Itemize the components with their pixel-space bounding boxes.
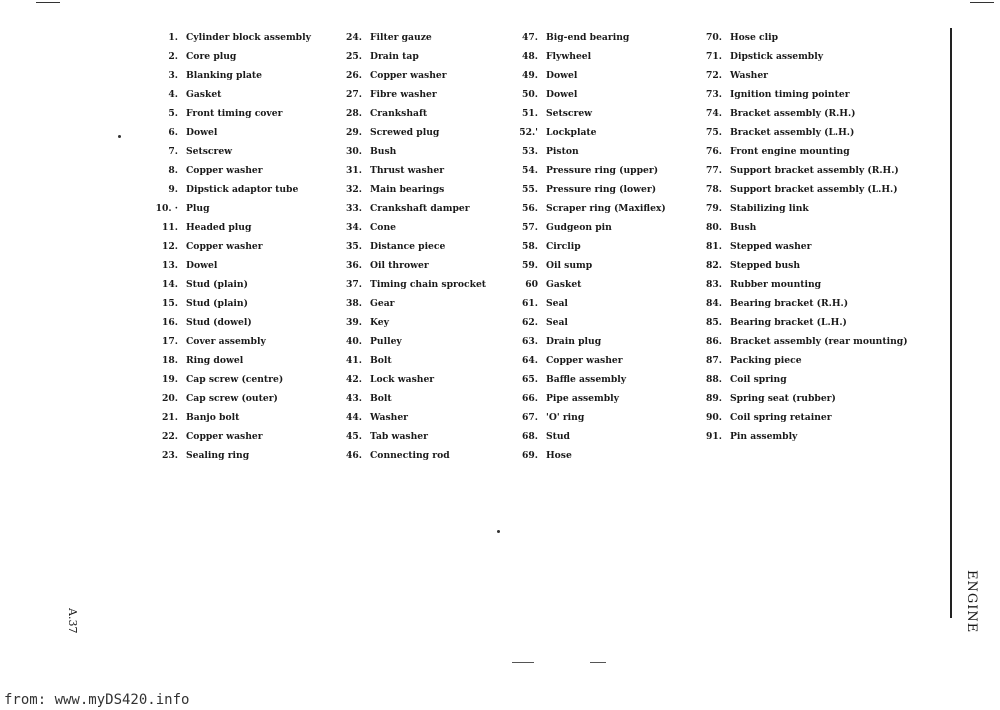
part-entry — [500, 332, 666, 351]
part-entry — [500, 408, 666, 427]
part-number: 35. — [346, 241, 362, 252]
part-number: 73. — [706, 89, 722, 100]
part-number: 29. — [346, 127, 362, 138]
part-number: 3. — [168, 70, 178, 81]
part-number: 51. — [522, 108, 538, 119]
part-entry — [500, 28, 666, 47]
part-entry — [320, 256, 486, 275]
part-name: Copper washer — [370, 70, 447, 81]
part-name: Front timing cover — [186, 108, 283, 119]
part-number: 43. — [346, 393, 362, 404]
part-number: 91. — [706, 431, 722, 442]
source-url: from: www.myDS420.info — [4, 692, 190, 708]
part-number: 49. — [522, 70, 538, 81]
part-name: Piston — [546, 146, 579, 157]
part-name: Stepped bush — [730, 260, 800, 271]
part-name: Coil spring retainer — [730, 412, 832, 423]
part-entry — [680, 237, 908, 256]
part-number: 22. — [162, 431, 178, 442]
part-entry — [680, 199, 908, 218]
part-number: 65. — [522, 374, 538, 385]
part-entry — [320, 408, 486, 427]
part-name: Cylinder block assembly — [186, 32, 311, 43]
part-name: Pin assembly — [730, 431, 798, 442]
page-number: A.37 — [66, 608, 79, 634]
part-entry — [500, 161, 666, 180]
part-name: Lockplate — [546, 127, 597, 138]
part-number: 60 — [525, 279, 538, 290]
part-name: Copper washer — [186, 431, 263, 442]
part-entry — [130, 256, 311, 275]
part-number: 20. — [162, 393, 178, 404]
part-name: Stud — [546, 431, 570, 442]
part-entry — [500, 389, 666, 408]
part-entry — [320, 161, 486, 180]
part-number: 57. — [522, 222, 538, 233]
part-name: Stud (plain) — [186, 279, 248, 290]
part-name: Dipstick assembly — [730, 51, 824, 62]
part-entry — [680, 180, 908, 199]
part-number: 45. — [346, 431, 362, 442]
part-number: 82. — [706, 260, 722, 271]
part-entry — [500, 256, 666, 275]
part-entry — [500, 218, 666, 237]
part-name: Stabilizing link — [730, 203, 809, 214]
part-name: Dipstick adaptor tube — [186, 184, 299, 195]
part-number: 40. — [346, 336, 362, 347]
part-number: 30. — [346, 146, 362, 157]
part-number: 86. — [706, 336, 722, 347]
part-number: 58. — [522, 241, 538, 252]
part-name: Copper washer — [546, 355, 623, 366]
part-name: Support bracket assembly (R.H.) — [730, 165, 899, 176]
part-name: Drain plug — [546, 336, 602, 347]
part-number: 2. — [168, 51, 178, 62]
part-entry — [680, 294, 908, 313]
part-number: 13. — [162, 260, 178, 271]
part-entry — [680, 408, 908, 427]
part-number: 25. — [346, 51, 362, 62]
part-entry — [130, 104, 311, 123]
part-number: 84. — [706, 298, 722, 309]
part-name: Crankshaft — [370, 108, 428, 119]
part-entry — [500, 85, 666, 104]
part-entry — [680, 351, 908, 370]
part-name: Ignition timing pointer — [730, 89, 850, 100]
part-name: Pressure ring (lower) — [546, 184, 657, 195]
parts-column-3 — [500, 28, 666, 465]
part-entry — [130, 142, 311, 161]
part-number: 61. — [522, 298, 538, 309]
part-name: Stud (dowel) — [186, 317, 252, 328]
part-number: 59. — [522, 260, 538, 271]
part-number: 26. — [346, 70, 362, 81]
part-name: Bearing bracket (L.H.) — [730, 317, 847, 328]
part-name: Timing chain sprocket — [370, 279, 487, 290]
part-number: 88. — [706, 374, 722, 385]
part-entry — [500, 47, 666, 66]
part-entry — [680, 389, 908, 408]
part-name: Circlip — [546, 241, 581, 252]
part-number: 74. — [706, 108, 722, 119]
part-number: 80. — [706, 222, 722, 233]
part-name: Coil spring — [730, 374, 787, 385]
parts-column-2 — [320, 28, 486, 465]
part-number: 54. — [522, 165, 538, 176]
part-entry — [130, 408, 311, 427]
part-number: 44. — [346, 412, 362, 423]
part-entry — [320, 427, 486, 446]
part-entry — [680, 104, 908, 123]
part-entry — [680, 427, 908, 446]
part-number: 81. — [706, 241, 722, 252]
part-number: 32. — [346, 184, 362, 195]
part-entry — [680, 85, 908, 104]
scan-speck — [497, 530, 500, 533]
part-number: 79. — [706, 203, 722, 214]
part-number: 53. — [522, 146, 538, 157]
part-name: Gudgeon pin — [546, 222, 612, 233]
part-name: 'O' ring — [546, 412, 585, 423]
part-name: Seal — [546, 317, 568, 328]
part-number: 50. — [522, 89, 538, 100]
part-number: 68. — [522, 431, 538, 442]
part-name: Bracket assembly (L.H.) — [730, 127, 855, 138]
part-number: 16. — [162, 317, 178, 328]
part-name: Oil thrower — [370, 260, 429, 271]
part-name: Banjo bolt — [186, 412, 240, 423]
part-number: 89. — [706, 393, 722, 404]
part-name: Headed plug — [186, 222, 252, 233]
part-name: Bolt — [370, 393, 392, 404]
part-name: Key — [370, 317, 389, 328]
part-number: 67. — [522, 412, 538, 423]
part-name: Seal — [546, 298, 568, 309]
part-entry — [320, 180, 486, 199]
part-number: 52.' — [519, 127, 538, 138]
part-name: Bolt — [370, 355, 392, 366]
part-name: Gasket — [546, 279, 582, 290]
part-number: 36. — [346, 260, 362, 271]
part-entry — [130, 199, 311, 218]
part-entry — [320, 370, 486, 389]
part-entry — [500, 180, 666, 199]
part-number: 38. — [346, 298, 362, 309]
part-entry — [320, 28, 486, 47]
part-entry — [320, 199, 486, 218]
part-entry — [680, 161, 908, 180]
part-name: Setscrew — [186, 146, 233, 157]
part-name: Washer — [730, 70, 769, 81]
part-number: 27. — [346, 89, 362, 100]
part-name: Copper washer — [186, 165, 263, 176]
part-number: 18. — [162, 355, 178, 366]
part-name: Setscrew — [546, 108, 593, 119]
part-name: Crankshaft damper — [370, 203, 470, 214]
part-number: 33. — [346, 203, 362, 214]
scan-mark — [36, 2, 60, 3]
part-entry — [130, 47, 311, 66]
part-entry — [680, 313, 908, 332]
part-name: Filter gauze — [370, 32, 432, 43]
part-name: Ring dowel — [186, 355, 244, 366]
part-entry — [680, 123, 908, 142]
part-entry — [130, 294, 311, 313]
part-number: 23. — [162, 450, 178, 461]
part-name: Core plug — [186, 51, 237, 62]
part-number: 37. — [346, 279, 362, 290]
part-name: Screwed plug — [370, 127, 440, 138]
part-name: Connecting rod — [370, 450, 450, 461]
part-name: Dowel — [546, 89, 578, 100]
part-number: 76. — [706, 146, 722, 157]
part-entry — [130, 332, 311, 351]
part-entry — [320, 332, 486, 351]
part-number: 77. — [706, 165, 722, 176]
part-entry — [500, 199, 666, 218]
part-name: Stepped washer — [730, 241, 812, 252]
part-name: Cover assembly — [186, 336, 266, 347]
part-name: Bush — [370, 146, 397, 157]
part-entry — [680, 256, 908, 275]
part-name: Bush — [730, 222, 757, 233]
part-number: 6. — [168, 127, 178, 138]
part-entry — [320, 47, 486, 66]
part-number: 71. — [706, 51, 722, 62]
part-number: 69. — [522, 450, 538, 461]
part-entry — [130, 237, 311, 256]
part-name: Pressure ring (upper) — [546, 165, 659, 176]
part-number: 87. — [706, 355, 722, 366]
part-name: Front engine mounting — [730, 146, 850, 157]
part-entry — [680, 370, 908, 389]
part-name: Bracket assembly (R.H.) — [730, 108, 856, 119]
parts-column-1 — [130, 28, 311, 465]
part-number: 12. — [162, 241, 178, 252]
part-name: Blanking plate — [186, 70, 263, 81]
part-number: 55. — [522, 184, 538, 195]
part-name: Cap screw (outer) — [186, 393, 278, 404]
part-number: 78. — [706, 184, 722, 195]
part-entry — [130, 389, 311, 408]
part-entry — [680, 275, 908, 294]
part-number: 48. — [522, 51, 538, 62]
part-number: 63. — [522, 336, 538, 347]
part-number: 14. — [162, 279, 178, 290]
part-number: 56. — [522, 203, 538, 214]
parts-column-4 — [680, 28, 908, 446]
part-entry — [320, 142, 486, 161]
part-number: 5. — [168, 108, 178, 119]
part-number: 83. — [706, 279, 722, 290]
part-name: Plug — [186, 203, 210, 214]
scan-mark — [970, 2, 994, 3]
part-entry — [500, 294, 666, 313]
part-entry — [500, 313, 666, 332]
part-entry — [130, 218, 311, 237]
part-name: Flywheel — [546, 51, 592, 62]
part-number: 31. — [346, 165, 362, 176]
part-entry — [130, 275, 311, 294]
scan-mark — [512, 662, 534, 663]
part-entry — [680, 142, 908, 161]
part-number: 9. — [168, 184, 178, 195]
part-entry — [320, 104, 486, 123]
part-entry — [680, 47, 908, 66]
part-entry — [500, 66, 666, 85]
margin-rule — [950, 28, 952, 618]
part-number: 70. — [706, 32, 722, 43]
part-entry — [130, 161, 311, 180]
part-entry — [320, 237, 486, 256]
part-name: Spring seat (rubber) — [730, 393, 836, 404]
part-entry — [130, 427, 311, 446]
part-entry — [320, 123, 486, 142]
part-entry — [130, 446, 311, 465]
part-name: Pulley — [370, 336, 402, 347]
part-name: Packing piece — [730, 355, 802, 366]
part-number: 24. — [346, 32, 362, 43]
part-name: Drain tap — [370, 51, 419, 62]
part-entry — [500, 446, 666, 465]
part-number: 28. — [346, 108, 362, 119]
part-number: 66. — [522, 393, 538, 404]
part-number: 4. — [168, 89, 178, 100]
part-name: Big-end bearing — [546, 32, 630, 43]
part-entry — [320, 351, 486, 370]
part-entry — [130, 28, 311, 47]
part-entry — [500, 142, 666, 161]
part-name: Bracket assembly (rear mounting) — [730, 336, 908, 347]
part-entry — [680, 332, 908, 351]
part-number: 62. — [522, 317, 538, 328]
part-number: 46. — [346, 450, 362, 461]
part-name: Cone — [370, 222, 396, 233]
part-name: Scraper ring (Maxiflex) — [546, 203, 666, 214]
part-number: 21. — [162, 412, 178, 423]
scan-mark — [590, 662, 606, 663]
part-name: Cap screw (centre) — [186, 374, 284, 385]
part-entry — [320, 275, 486, 294]
part-name: Stud (plain) — [186, 298, 248, 309]
part-name: Fibre washer — [370, 89, 437, 100]
part-name: Rubber mounting — [730, 279, 822, 290]
part-entry — [500, 104, 666, 123]
part-entry — [500, 123, 666, 142]
part-entry — [320, 66, 486, 85]
section-title: ENGINE — [964, 570, 979, 634]
part-name: Gasket — [186, 89, 222, 100]
part-entry — [680, 66, 908, 85]
part-number: 90. — [706, 412, 722, 423]
part-number: 39. — [346, 317, 362, 328]
part-name: Copper washer — [186, 241, 263, 252]
part-entry — [130, 123, 311, 142]
part-name: Oil sump — [546, 260, 593, 271]
part-number: 47. — [522, 32, 538, 43]
part-number: 15. — [162, 298, 178, 309]
part-name: Hose — [546, 450, 572, 461]
part-name: Sealing ring — [186, 450, 250, 461]
part-entry — [320, 294, 486, 313]
part-number: 75. — [706, 127, 722, 138]
part-name: Support bracket assembly (L.H.) — [730, 184, 898, 195]
part-entry — [500, 237, 666, 256]
part-name: Main bearings — [370, 184, 445, 195]
part-name: Hose clip — [730, 32, 779, 43]
part-entry — [500, 427, 666, 446]
part-entry — [130, 313, 311, 332]
part-entry — [130, 180, 311, 199]
part-entry — [680, 28, 908, 47]
scan-speck — [118, 135, 121, 138]
part-name: Dowel — [546, 70, 578, 81]
part-name: Distance piece — [370, 241, 446, 252]
part-entry — [680, 218, 908, 237]
part-number: 85. — [706, 317, 722, 328]
part-number: 34. — [346, 222, 362, 233]
part-entry — [320, 218, 486, 237]
part-number: 42. — [346, 374, 362, 385]
part-number: 1. — [168, 32, 178, 43]
part-name: Washer — [370, 412, 409, 423]
part-number: 17. — [162, 336, 178, 347]
part-name: Dowel — [186, 127, 218, 138]
part-number: 10. · — [155, 203, 178, 214]
part-entry — [130, 370, 311, 389]
part-entry — [130, 66, 311, 85]
part-entry — [500, 370, 666, 389]
part-name: Thrust washer — [370, 165, 445, 176]
part-entry — [500, 275, 666, 294]
part-name: Dowel — [186, 260, 218, 271]
part-entry — [320, 389, 486, 408]
part-name: Gear — [370, 298, 395, 309]
part-number: 72. — [706, 70, 722, 81]
part-name: Baffle assembly — [546, 374, 627, 385]
part-number: 64. — [522, 355, 538, 366]
part-name: Pipe assembly — [546, 393, 619, 404]
part-name: Lock washer — [370, 374, 435, 385]
part-name: Bearing bracket (R.H.) — [730, 298, 849, 309]
part-name: Tab washer — [370, 431, 428, 442]
part-number: 11. — [162, 222, 178, 233]
part-number: 7. — [168, 146, 178, 157]
part-entry — [320, 446, 486, 465]
part-entry — [130, 85, 311, 104]
part-number: 8. — [168, 165, 178, 176]
part-entry — [130, 351, 311, 370]
part-number: 41. — [346, 355, 362, 366]
part-entry — [320, 85, 486, 104]
part-entry — [500, 351, 666, 370]
part-entry — [320, 313, 486, 332]
part-number: 19. — [162, 374, 178, 385]
